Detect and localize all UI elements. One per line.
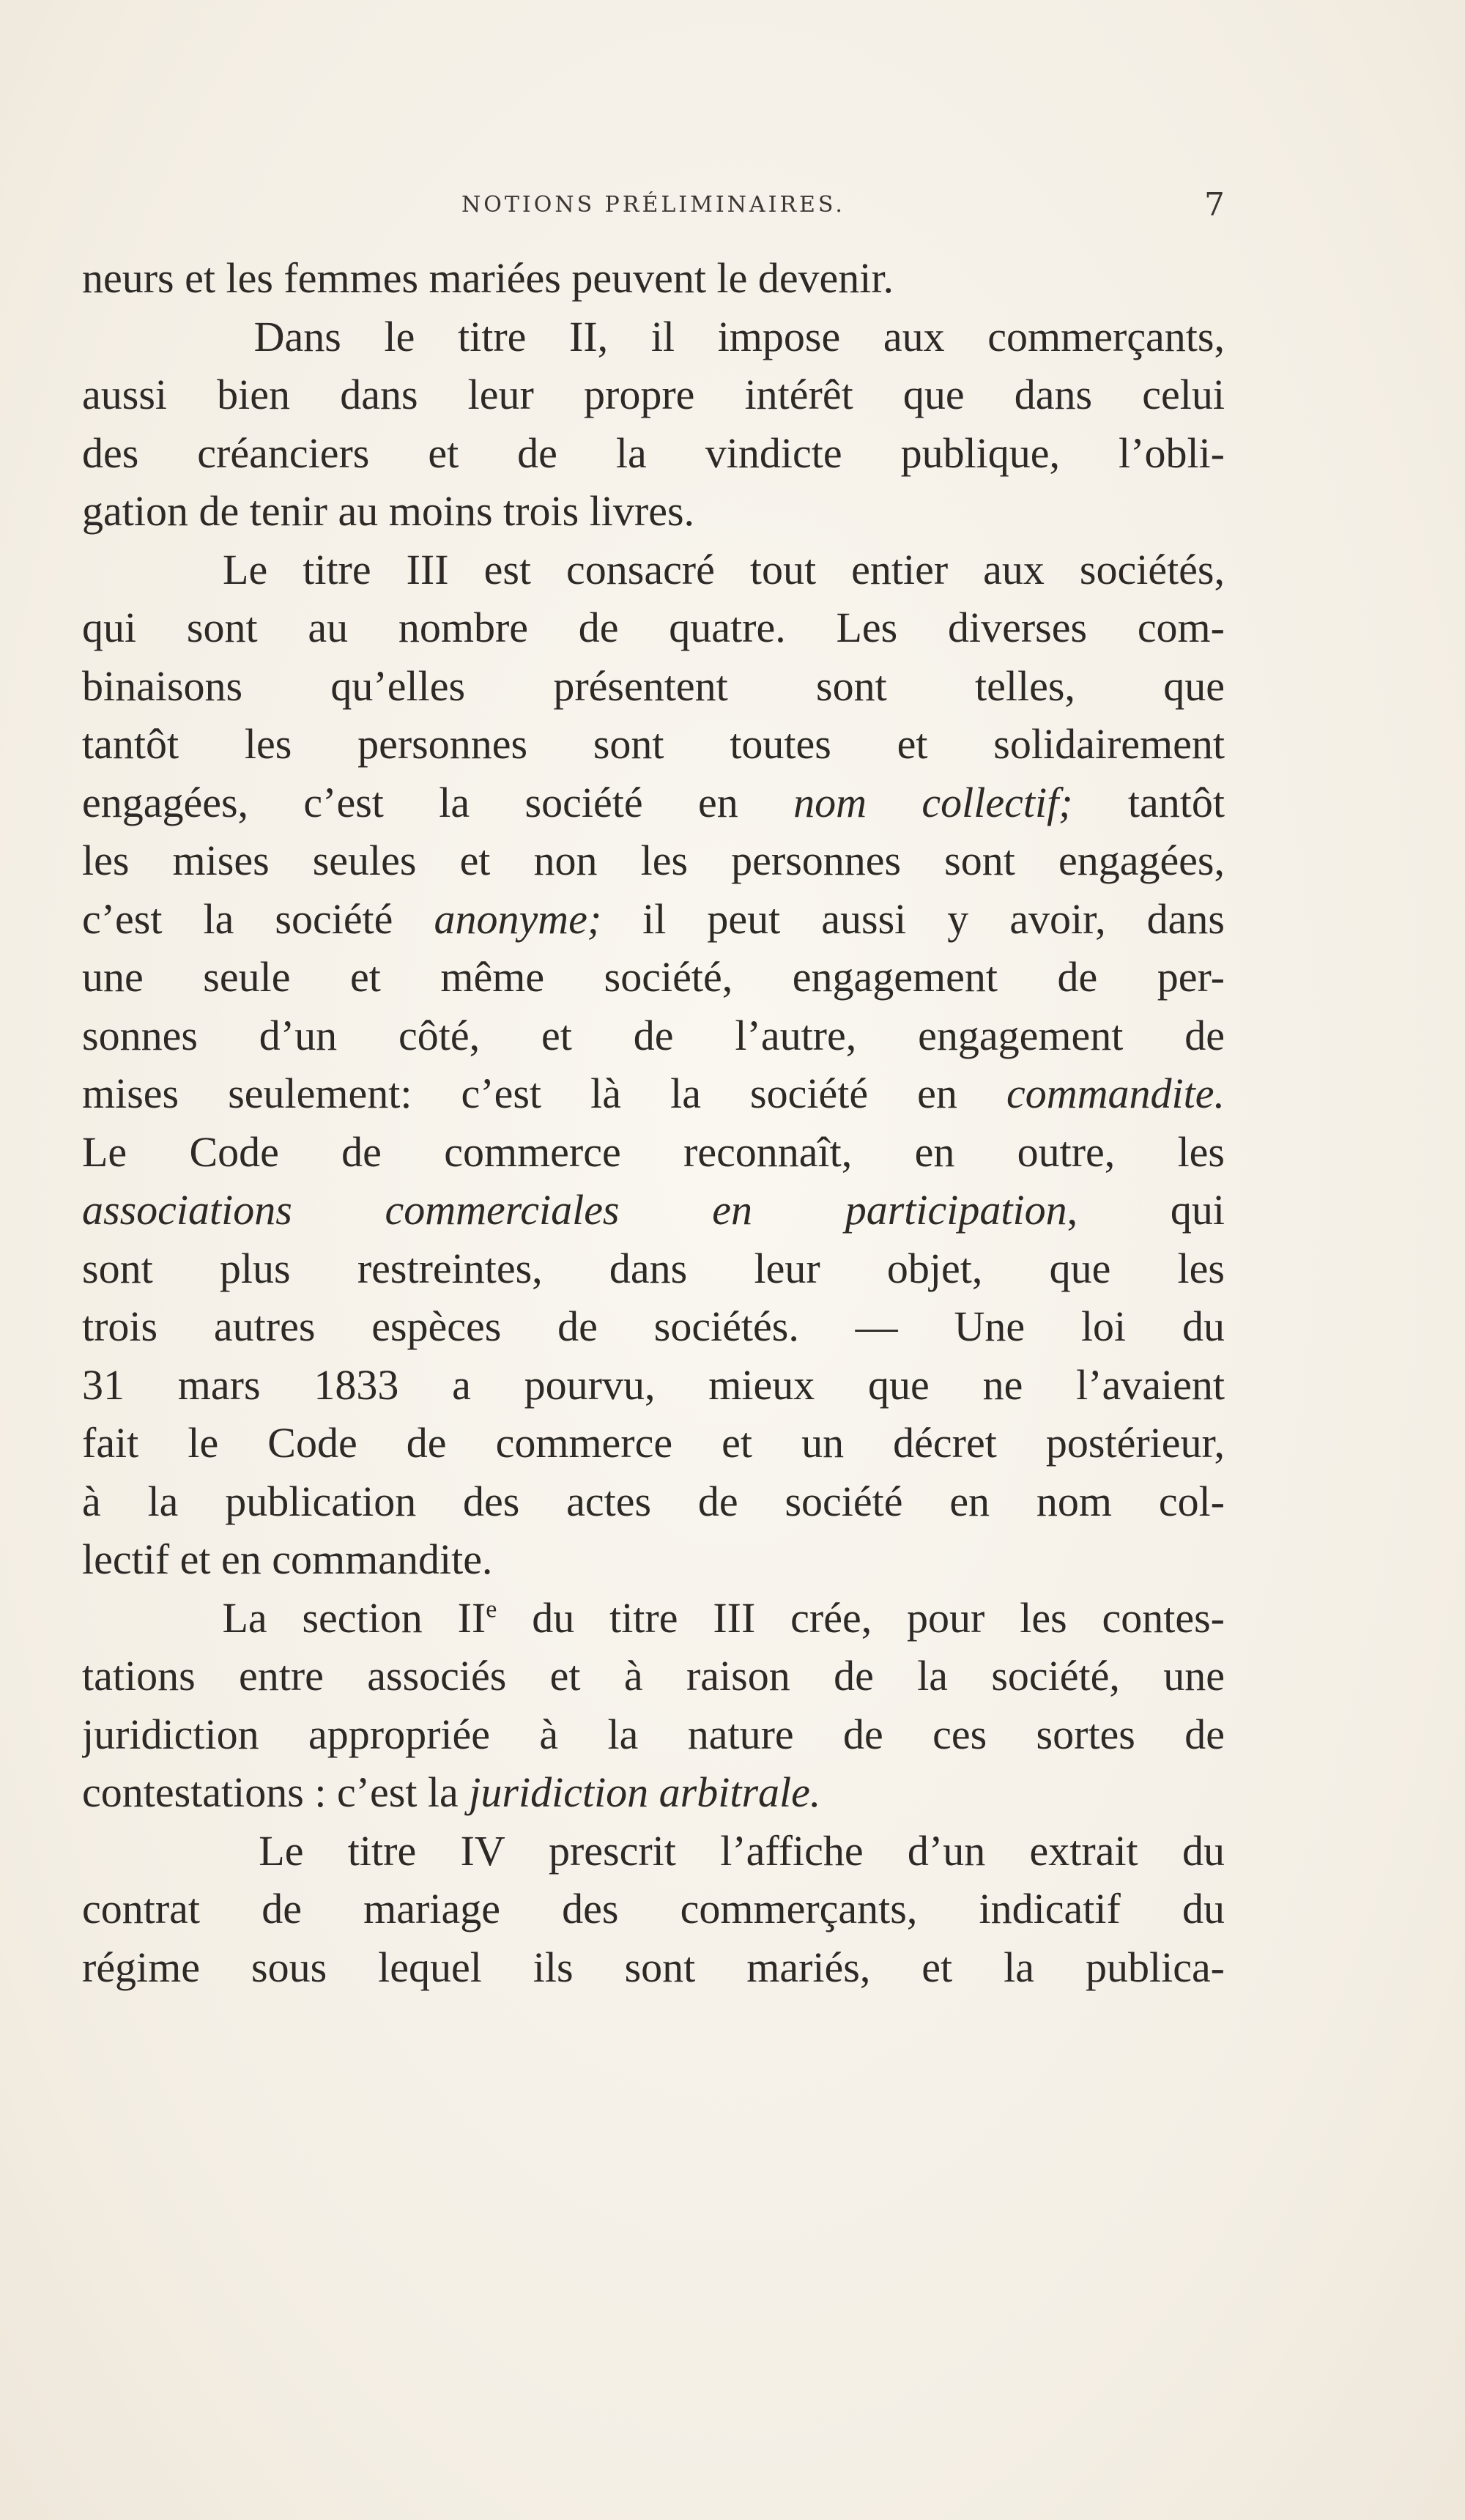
text-line bbox=[82, 1647, 1225, 1705]
text-segment: qui sont au nombre de quatre. Les diverses com- bbox=[82, 604, 1225, 651]
text-segment: sont plus restreintes, dans leur objet, que les bbox=[82, 1244, 1225, 1292]
text-segment: binaisons qu’elles présentent sont telles, que bbox=[82, 662, 1225, 710]
page-number: 7 bbox=[1204, 186, 1225, 223]
text-segment: mises seulement: c’est là la société en bbox=[82, 1070, 1006, 1117]
text-line bbox=[82, 890, 1225, 949]
text-segment: tations entre associés et à raison de la société, une bbox=[82, 1652, 1225, 1700]
italic-phrase: juridiction arbitrale. bbox=[469, 1768, 821, 1816]
text-segment: il peut aussi y avoir, dans bbox=[601, 894, 1225, 943]
text-segment: les mises seules et non les personnes sont engagées, bbox=[82, 837, 1225, 884]
text-segment: à la publication des actes de société en nom col- bbox=[82, 1477, 1225, 1525]
text-line bbox=[82, 1297, 1225, 1356]
text-line bbox=[82, 1763, 1225, 1822]
superscript: e bbox=[486, 1596, 497, 1623]
text-line bbox=[82, 1414, 1225, 1472]
text-line bbox=[82, 366, 1225, 424]
text-line bbox=[82, 1880, 1225, 1938]
text-line bbox=[82, 1530, 1225, 1589]
italic-phrase: associations commerciales en participation bbox=[82, 1186, 1067, 1234]
italic-phrase: nom collectif; bbox=[793, 778, 1073, 826]
text-line bbox=[82, 1123, 1225, 1182]
text-segment: engagées, c’est la société en bbox=[82, 778, 794, 826]
text-segment: tantôt les personnes sont toutes et solidairement bbox=[82, 720, 1225, 768]
text-segment: juridiction appropriée à la nature de ces sortes de bbox=[82, 1710, 1225, 1758]
italic-phrase: commandite. bbox=[1006, 1070, 1225, 1117]
text-line bbox=[82, 774, 1225, 832]
text-line bbox=[82, 1356, 1225, 1415]
text-segment: trois autres espèces de sociétés. — Une loi du bbox=[82, 1302, 1225, 1350]
text-line bbox=[82, 657, 1225, 716]
text-line bbox=[82, 1938, 1225, 1997]
text-line bbox=[82, 1181, 1225, 1239]
text-segment: contrat de mariage des commerçants, indicatif du bbox=[82, 1885, 1225, 1932]
running-head bbox=[82, 186, 1225, 229]
text-line bbox=[82, 482, 1225, 541]
text-segment: régime sous lequel ils sont mariés, et la publica- bbox=[82, 1943, 1225, 1991]
text-line bbox=[82, 1239, 1225, 1298]
text-segment: contestations : c’est la bbox=[82, 1768, 470, 1816]
text-segment: , qui bbox=[1067, 1186, 1225, 1234]
text-segment: Le titre III est consacré tout entier aux sociétés, bbox=[82, 545, 1225, 593]
text-line bbox=[82, 1472, 1225, 1531]
text-segment: une seule et même société, engagement de per- bbox=[82, 953, 1225, 1001]
text-line bbox=[82, 308, 1225, 366]
italic-phrase: anonyme; bbox=[434, 894, 602, 943]
text-line bbox=[82, 1822, 1225, 1880]
text-segment: c’est la société bbox=[82, 894, 434, 943]
text-line bbox=[82, 1007, 1225, 1065]
text-line bbox=[82, 598, 1225, 657]
text-segment: sonnes d’un côté, et de l’autre, engagement de bbox=[82, 1011, 1225, 1059]
text-line bbox=[82, 249, 1225, 308]
text-line bbox=[82, 948, 1225, 1007]
text-segment: gation de tenir au moins trois livres. bbox=[82, 487, 695, 535]
text-segment: fait le Code de commerce et un décret postérieur, bbox=[82, 1419, 1225, 1467]
body-text bbox=[82, 249, 1225, 1996]
text-segment: La section II bbox=[82, 1593, 486, 1642]
text-line bbox=[82, 541, 1225, 599]
text-line bbox=[82, 424, 1225, 483]
text-segment: 31 mars 1833 a pourvu, mieux que ne l’avaient bbox=[82, 1360, 1225, 1409]
text-segment: neurs et les femmes mariées peuvent le devenir. bbox=[82, 254, 894, 302]
text-segment: Dans le titre II, il impose aux commerçants, bbox=[82, 312, 1225, 360]
running-title: NOTIONS PRÉLIMINAIRES. bbox=[461, 192, 845, 218]
text-line bbox=[82, 831, 1225, 890]
text-line bbox=[82, 1064, 1225, 1123]
text-segment: Le Code de commerce reconnaît, en outre, les bbox=[82, 1127, 1225, 1176]
text-line bbox=[82, 1705, 1225, 1764]
text-segment: lectif et en commandite. bbox=[82, 1535, 493, 1583]
text-segment: du titre III crée, pour les contes- bbox=[497, 1593, 1225, 1642]
text-segment: tantôt bbox=[1072, 778, 1225, 826]
text-line bbox=[82, 715, 1225, 774]
text-segment: des créanciers et de la vindicte publique, l’obli- bbox=[82, 429, 1225, 477]
text-segment: aussi bien dans leur propre intérêt que dans celui bbox=[82, 371, 1225, 418]
text-line bbox=[82, 1589, 1225, 1648]
text-segment: Le titre IV prescrit l’affiche d’un extrait du bbox=[82, 1826, 1225, 1875]
